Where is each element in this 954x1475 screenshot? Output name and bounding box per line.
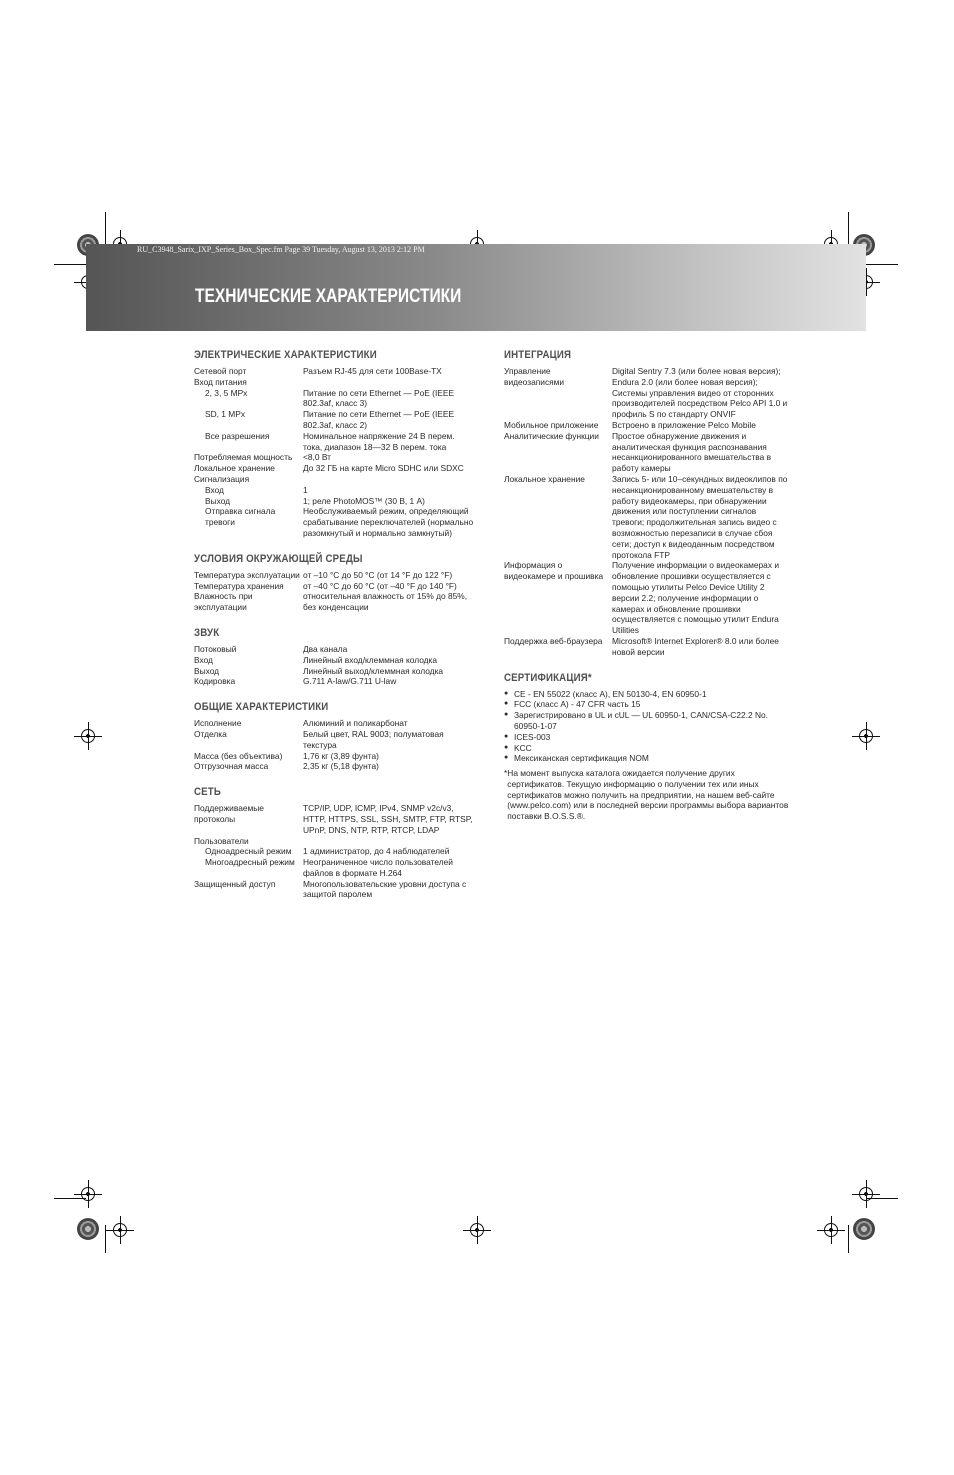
spec-row [504,560,789,636]
spec-label: Исполнение [194,718,242,729]
spec-value: Встроено в приложение Pelco Mobile [612,419,756,430]
spec-value: 1; реле PhotoMOS™ (30 В, 1 А) [303,495,425,506]
spec-value: Два канала [303,643,348,654]
spec-value: Запись 5- или 10–секундных видеоклипов по несанкционированному вмешательству в работу видеокамеры, при обнаружении движения или поступлении сигналов тревоги; продолжительная запись видео с возможностью перезаписи в случае сбоя сети; доступ к видеоданным посредством протокола FTP [612,473,788,560]
section-heading: УСЛОВИЯ ОКРУЖАЮЩЕЙ СРЕДЫ [194,552,363,565]
spec-label: Отделка [194,728,227,739]
spec-value: G.711 A-law/G.711 U-law [303,676,397,687]
spec-value: Белый цвет, RAL 9003; полуматовая текстура [303,728,444,750]
spec-label: Вход [194,654,213,665]
registration-mark-icon [817,1216,845,1244]
spec-value: До 32 ГБ на карте Micro SDHC или SDXC [303,463,464,474]
spec-label: Потребляемая мощность [194,452,293,463]
spec-row [194,676,474,687]
spec-row [194,729,474,751]
certification-text: Мексиканская сертификация NOM [514,753,649,764]
section-network [194,786,474,900]
spec-value: Microsoft® Internet Explorer® 8.0 или более новой версии [612,635,779,657]
spec-value: относительная влажность от 15% до 85%, без конденсации [303,591,468,613]
certification-text: FCC (класс A) - 47 CFR часть 15 [514,699,641,710]
section-certification [504,672,789,823]
spec-row [194,366,474,377]
certification-text: CE - EN 55022 (класс A), EN 50130-4, EN 60950-1 [514,688,707,699]
spec-value: Разъем RJ-45 для сети 100Base-TX [303,366,442,376]
spec-label: Мобильное приложение [504,419,599,430]
registration-mark-icon [74,722,102,750]
spec-value: Линейный выход/клеммная колодка [303,665,444,676]
section-heading: СЕТЬ [194,786,222,799]
registration-mark-icon [852,1180,880,1208]
color-target-icon [853,1218,875,1240]
spec-label: Выход [194,665,220,676]
left-column [194,349,474,910]
bullet-icon: ● [504,711,509,719]
certification-item [504,710,789,732]
spec-label: Вход питания [194,376,247,387]
spec-row [504,636,789,658]
spec-label: Одноадресный режим [205,846,292,857]
section-heading: ЗВУК [194,626,220,639]
spec-value: 2,35 кг (5,18 фунта) [303,761,379,772]
certification-text: KCC [514,742,532,753]
spec-label: Локальное хранение [194,463,275,474]
spec-label: Локальное хранение [504,473,585,484]
certification-item [504,732,789,743]
certification-item [504,689,789,700]
spec-value: <8,0 Вт [303,452,332,463]
spec-value [303,474,474,485]
spec-row [194,463,474,474]
spec-row [194,666,474,677]
spec-value [303,836,474,847]
spec-row [194,474,474,485]
right-column [504,349,789,832]
spec-row [194,644,474,655]
bullet-icon: ● [504,754,509,762]
spec-row [194,485,474,496]
spec-row [504,474,789,560]
spec-label: Управление видеозаписями [504,366,565,387]
spec-row [194,581,474,592]
spec-row [194,570,474,581]
spec-row [194,452,474,463]
section-heading: ЭЛЕКТРИЧЕСКИЕ ХАРАКТЕРИСТИКИ [194,349,377,361]
section-heading: ОБЩИЕ ХАРАКТЕРИСТИКИ [194,701,329,714]
spec-value: 1 [303,484,308,495]
spec-label: Влажность при эксплуатации [194,591,253,613]
bullet-icon: ● [504,689,509,697]
spec-row [194,761,474,772]
spec-label: Информация о видеокамере и прошивка [504,560,604,582]
crop-mark [848,212,849,244]
crop-mark [848,1225,849,1253]
spec-row [194,506,474,538]
bullet-icon: ● [504,743,509,751]
spec-label: Защищенный доступ [194,878,276,889]
spec-value: Многопользовательские уровни доступа с защитой паролем [303,878,467,900]
note-mark: * [504,768,508,779]
spec-label: Потоковый [194,643,237,654]
spec-label: Температура эксплуатации [194,569,300,580]
spec-row [194,751,474,762]
spec-value: Питание по сети Ethernet — PoE (IEEE 802.3af, класс 3) [303,387,455,409]
spec-label: SD, 1 MPx [205,409,246,420]
section-environment [194,553,474,613]
spec-row [194,836,474,847]
spec-row [194,846,474,857]
file-info: RU_C3948_Sarix_IXP_Series_Box_Spec.fm Page 39 Tuesday, August 13, 2013 2:12 PM [137,245,425,254]
spec-label: Температура хранения [194,580,284,591]
spec-label: Сетевой порт [194,366,247,376]
certification-text: ICES-003 [514,731,551,742]
spec-row [194,388,474,410]
registration-mark-icon [106,1216,134,1244]
spec-row [504,420,789,431]
spec-label: Масса (без объектива) [194,750,283,761]
spec-value: Digital Sentry 7.3 (или более новая версия); Endura 2.0 (или более новая версия); Системы управления видео от сторонних производителей посредством Pelco API 1.0 и профиль S по стандарту ONVIF [612,366,788,420]
certification-item [504,753,789,764]
registration-mark-icon [463,1216,491,1244]
note-text: На момент выпуска каталога ожидается получение других сертификатов. Текущую информацию о получении тех или иных сертификатов можно получить на предприятии, на нашем веб-сайте (www.pelco.com) или в последней версии программы выбора вариантов поставки B.O.S.S.®. [507,768,789,822]
crop-mark [54,264,86,265]
section-integration [504,349,789,658]
spec-row [504,366,789,420]
bullet-icon: ● [504,700,509,708]
certification-note [504,768,789,822]
spec-label: Поддержка веб-браузера [504,635,603,646]
spec-row [194,718,474,729]
crop-mark [866,264,898,265]
color-target-icon [77,1218,99,1240]
spec-label: Отгрузочная масса [194,761,269,772]
bullet-icon: ● [504,732,509,740]
spec-value: TCP/IP, UDP, ICMP, IPv4, SNMP v2c/v3, HTTP, HTTPS, SSL, SSH, SMTP, FTP, RTSP, UPnP, DNS, NTP, RTP, RTCP, LDAP [303,803,473,835]
section-audio [194,627,474,687]
spec-label: Все разрешения [205,430,270,441]
registration-mark-icon [852,722,880,750]
spec-value: Номинальное напряжение 24 В перем. тока, диапазон 18—32 В перем. тока [303,430,455,452]
spec-value: 1,76 кг (3,89 фунта) [303,750,379,761]
spec-row [194,655,474,666]
spec-value: от –10 °C до 50 °C (от 14 °F до 122 °F) [303,569,453,580]
spec-label: Отправка сигнала тревоги [205,506,276,528]
spec-label: Кодировка [194,676,236,687]
spec-value: Алюминий и поликарбонат [303,718,408,729]
section-heading: ИНТЕГРАЦИЯ [504,349,572,361]
spec-label: Многоадресный режим [205,857,295,868]
spec-label: Выход [205,495,231,506]
certification-item [504,743,789,754]
certification-item [504,699,789,710]
spec-value: 1 администратор, до 4 наблюдателей [303,846,450,857]
certification-text: Зарегистрировано в UL и cUL — UL 60950-1, CAN/CSA-C22.2 No. 60950-1-07 [514,710,769,731]
spec-label: Аналитические функции [504,430,599,441]
spec-value: Необслуживаемый режим, определяющий срабатывание переключателей (нормально разомкнутый и нормально замкнутый) [303,506,474,538]
spec-label: Вход [205,484,224,495]
spec-value: Неограниченное число пользователей файлов в формате H.264 [303,857,453,878]
spec-row [194,409,474,431]
spec-value: от –40 °C до 60 °C (от –40 °F до 140 °F) [303,580,457,591]
spec-row [504,431,789,474]
spec-row [194,591,474,613]
section-electrical [194,349,474,539]
spec-row [194,879,474,901]
section-general [194,701,474,772]
registration-mark-icon [74,1180,102,1208]
spec-row [194,377,474,388]
spec-value: Питание по сети Ethernet — PoE (IEEE 802.3af, класс 2) [303,409,455,430]
spec-label: 2, 3, 5 MPx [205,387,248,398]
spec-row [194,803,474,835]
section-heading: СЕРТИФИКАЦИЯ* [504,671,592,684]
spec-value: Простое обнаружение движения и аналитическая функция распознавания несанкционированного вмешательства в работу камеры [612,430,772,474]
spec-label: Сигнализация [194,473,250,484]
spec-value: Получение информации о видеокамерах и обновление прошивки осуществляется с помощью утилиты Pelco Device Utility 2 версии 2.2; получение информации о камерах и обновление прошивки осуществляется с помощью утилит Endura Utilities [612,560,780,636]
page-title: ТЕХНИЧЕСКИЕ ХАРАКТЕРИСТИКИ [195,286,462,307]
spec-value [303,377,474,388]
spec-row [194,496,474,507]
spec-value: Линейный вход/клеммная колодка [303,654,438,665]
spec-row [194,857,474,879]
spec-label: Пользователи [194,835,249,846]
spec-label: Поддерживаемые протоколы [194,803,264,824]
spec-row [194,431,474,453]
